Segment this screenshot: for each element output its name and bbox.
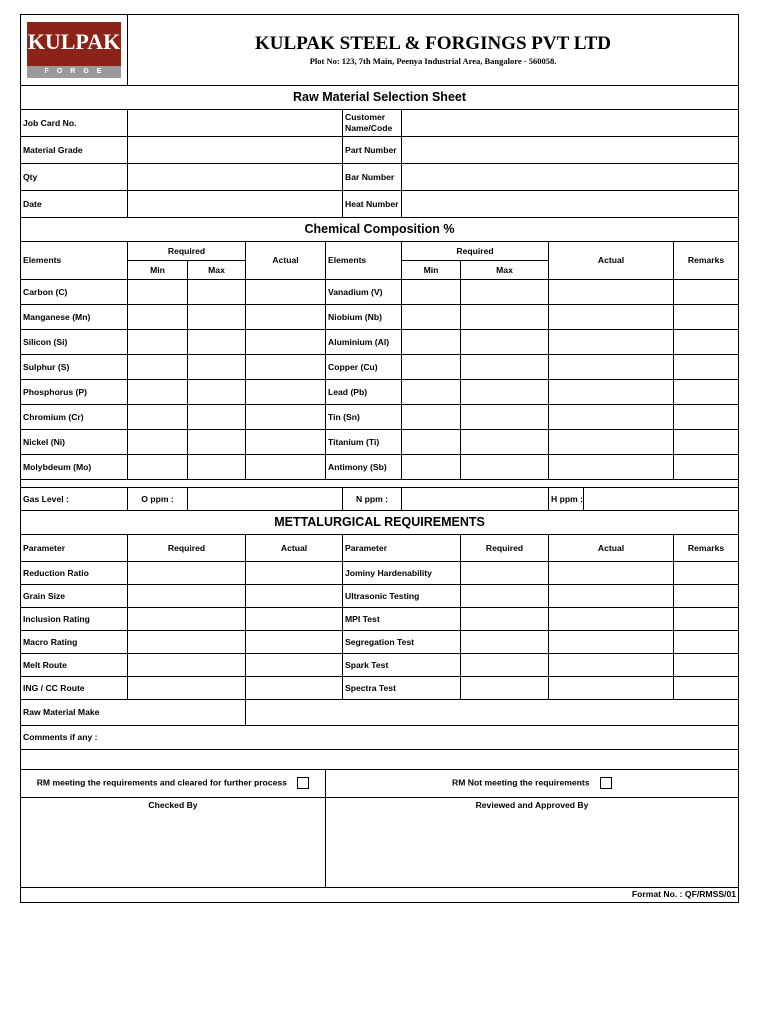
met-actual-header: Actual — [246, 535, 343, 562]
min-cell[interactable] — [128, 455, 188, 480]
chem-row — [21, 430, 739, 455]
max-cell[interactable] — [188, 280, 246, 305]
o-ppm-field[interactable] — [188, 488, 343, 511]
actual-cell[interactable] — [246, 330, 326, 355]
remarks-cell[interactable] — [674, 380, 739, 405]
cleared-option[interactable] — [21, 770, 326, 797]
required-cell[interactable] — [461, 677, 549, 700]
actual-cell[interactable] — [246, 355, 326, 380]
raw-material-make-field[interactable] — [246, 700, 739, 726]
required-cell[interactable] — [461, 631, 549, 654]
actual-cell[interactable] — [246, 430, 326, 455]
element-name: Phosphorus (P) — [21, 380, 128, 405]
remarks-cell[interactable] — [674, 330, 739, 355]
chem-row — [21, 405, 739, 430]
min-cell[interactable] — [128, 330, 188, 355]
max-cell[interactable] — [461, 330, 549, 355]
comments-field[interactable]: Comments if any : — [21, 726, 739, 750]
customer-label: Customer Name/Code — [343, 110, 402, 137]
required-header: Required — [128, 242, 246, 261]
element-name: Tin (Sn) — [326, 405, 402, 430]
min-header-right: Min — [402, 261, 461, 280]
parameter-name: Macro Rating — [21, 631, 128, 654]
chem-row — [21, 280, 739, 305]
parameter-name: Spectra Test — [343, 677, 461, 700]
chem-row — [21, 380, 739, 405]
remarks-cell[interactable] — [674, 562, 739, 585]
actual-cell[interactable] — [549, 654, 674, 677]
required-cell[interactable] — [461, 562, 549, 585]
job-card-field[interactable] — [128, 110, 343, 137]
min-cell[interactable] — [128, 355, 188, 380]
bar-number-label: Bar Number — [343, 164, 402, 191]
required-cell[interactable] — [128, 562, 246, 585]
parameter-name: Inclusion Rating — [21, 608, 128, 631]
element-name: Antimony (Sb) — [326, 455, 402, 480]
parameter-name: Ultrasonic Testing — [343, 585, 461, 608]
part-number-field[interactable] — [402, 137, 739, 164]
min-cell[interactable] — [402, 355, 461, 380]
actual-cell[interactable] — [549, 585, 674, 608]
actual-cell[interactable] — [549, 280, 674, 305]
checked-by-label: Checked By — [148, 799, 198, 810]
actual-cell[interactable] — [246, 654, 343, 677]
met-row — [21, 654, 739, 677]
actual-cell[interactable] — [549, 330, 674, 355]
max-cell[interactable] — [461, 455, 549, 480]
job-card-label: Job Card No. — [21, 110, 128, 137]
actual-cell[interactable] — [246, 631, 343, 654]
actual-cell[interactable] — [246, 677, 343, 700]
met-row — [21, 677, 739, 700]
chem-row — [21, 355, 739, 380]
max-cell[interactable] — [461, 430, 549, 455]
company-logo — [27, 22, 121, 78]
min-cell[interactable] — [128, 430, 188, 455]
actual-cell[interactable] — [549, 608, 674, 631]
logo-cell — [21, 15, 128, 86]
max-cell[interactable] — [188, 355, 246, 380]
actual-cell[interactable] — [246, 380, 326, 405]
parameter-name: Reduction Ratio — [21, 562, 128, 585]
spacer-row — [21, 750, 739, 770]
met-row — [21, 608, 739, 631]
chem-row — [21, 455, 739, 480]
element-name: Carbon (C) — [21, 280, 128, 305]
required-cell[interactable] — [128, 608, 246, 631]
max-header-right: Max — [461, 261, 549, 280]
remarks-cell[interactable] — [674, 677, 739, 700]
actual-cell[interactable] — [549, 355, 674, 380]
raw-material-selection-sheet — [20, 14, 738, 903]
o-ppm-label: O ppm : — [128, 488, 188, 511]
element-name: Titanium (Ti) — [326, 430, 402, 455]
qty-label: Qty — [21, 164, 128, 191]
required-cell[interactable] — [461, 654, 549, 677]
element-name: Aluminium (Al) — [326, 330, 402, 355]
parameter-header-right: Parameter — [343, 535, 461, 562]
remarks-cell[interactable] — [674, 405, 739, 430]
not-meeting-option[interactable] — [326, 770, 739, 797]
remarks-cell[interactable] — [674, 280, 739, 305]
min-cell[interactable] — [128, 380, 188, 405]
raw-material-make-label: Raw Material Make — [21, 700, 246, 726]
actual-cell[interactable] — [246, 608, 343, 631]
parameter-name: Melt Route — [21, 654, 128, 677]
required-cell[interactable] — [461, 608, 549, 631]
actual-cell[interactable] — [549, 677, 674, 700]
sheet-title: Raw Material Selection Sheet — [21, 86, 739, 110]
actual-cell[interactable] — [549, 405, 674, 430]
cleared-label: RM meeting the requirements and cleared for further process — [36, 777, 287, 788]
heat-number-label: Heat Number — [343, 191, 402, 218]
bar-number-field[interactable] — [402, 164, 739, 191]
actual-cell[interactable] — [549, 562, 674, 585]
max-cell[interactable] — [461, 305, 549, 330]
element-name: Vanadium (V) — [326, 280, 402, 305]
n-ppm-label: N ppm : — [343, 488, 402, 511]
actual-cell[interactable] — [549, 380, 674, 405]
met-actual-header-right: Actual — [549, 535, 674, 562]
required-cell[interactable] — [128, 631, 246, 654]
h-ppm-field[interactable] — [584, 488, 739, 511]
required-cell[interactable] — [128, 585, 246, 608]
met-required-header: Required — [128, 535, 246, 562]
remarks-header: Remarks — [674, 242, 739, 280]
actual-cell[interactable] — [246, 455, 326, 480]
parameter-name: Grain Size — [21, 585, 128, 608]
gas-level-label: Gas Level : — [21, 488, 128, 511]
actual-cell[interactable] — [246, 305, 326, 330]
min-cell[interactable] — [402, 330, 461, 355]
spacer-row — [21, 480, 739, 488]
min-cell[interactable] — [128, 280, 188, 305]
remarks-cell[interactable] — [674, 654, 739, 677]
element-name: Sulphur (S) — [21, 355, 128, 380]
remarks-cell[interactable] — [674, 455, 739, 480]
required-cell[interactable] — [128, 654, 246, 677]
required-cell[interactable] — [461, 585, 549, 608]
met-remarks-header: Remarks — [674, 535, 739, 562]
min-cell[interactable] — [402, 380, 461, 405]
h-ppm-label: H ppm : — [549, 488, 584, 511]
parameter-name: Segregation Test — [343, 631, 461, 654]
not-meeting-label: RM Not meeting the requirements — [452, 777, 590, 788]
required-header-right: Required — [402, 242, 549, 261]
remarks-cell[interactable] — [674, 608, 739, 631]
max-cell[interactable] — [188, 330, 246, 355]
part-number-label: Part Number — [343, 137, 402, 164]
min-cell[interactable] — [402, 405, 461, 430]
met-row — [21, 631, 739, 654]
company-heading-cell — [128, 15, 739, 86]
met-row — [21, 585, 739, 608]
customer-field[interactable] — [402, 110, 739, 137]
element-name: Chromium (Cr) — [21, 405, 128, 430]
form-table — [20, 14, 739, 770]
met-required-header-right: Required — [461, 535, 549, 562]
element-name: Molybdeum (Mo) — [21, 455, 128, 480]
parameter-name: ING / CC Route — [21, 677, 128, 700]
company-name: KULPAK STEEL & FORGINGS PVT LTD — [255, 33, 612, 54]
date-field[interactable] — [128, 191, 343, 218]
chem-row — [21, 330, 739, 355]
actual-cell[interactable] — [246, 562, 343, 585]
checked-by-box[interactable] — [21, 797, 326, 887]
remarks-cell[interactable] — [674, 430, 739, 455]
max-cell[interactable] — [461, 380, 549, 405]
actual-header: Actual — [246, 242, 326, 280]
company-address: Plot No: 123, 7th Main, Peenya Industrial Area, Bangalore - 560058. — [309, 56, 557, 66]
actual-cell[interactable] — [246, 280, 326, 305]
actual-cell[interactable] — [246, 585, 343, 608]
parameter-header: Parameter — [21, 535, 128, 562]
material-grade-label: Material Grade — [21, 137, 128, 164]
date-label: Date — [21, 191, 128, 218]
logo-subtext: FORGE — [27, 66, 121, 78]
chem-title: Chemical Composition % — [21, 218, 739, 242]
element-name: Niobium (Nb) — [326, 305, 402, 330]
parameter-name: Jominy Hardenability — [343, 562, 461, 585]
max-header: Max — [188, 261, 246, 280]
required-cell[interactable] — [128, 677, 246, 700]
qty-field[interactable] — [128, 164, 343, 191]
min-cell[interactable] — [128, 405, 188, 430]
elements-header: Elements — [21, 242, 128, 280]
min-cell[interactable] — [402, 280, 461, 305]
element-name: Manganese (Mn) — [21, 305, 128, 330]
max-cell[interactable] — [188, 430, 246, 455]
min-cell[interactable] — [402, 305, 461, 330]
min-cell[interactable] — [402, 455, 461, 480]
parameter-name: Spark Test — [343, 654, 461, 677]
met-row — [21, 562, 739, 585]
actual-cell[interactable] — [549, 305, 674, 330]
max-cell[interactable] — [188, 455, 246, 480]
n-ppm-field[interactable] — [402, 488, 549, 511]
elements-header-right: Elements — [326, 242, 402, 280]
max-cell[interactable] — [188, 405, 246, 430]
remarks-cell[interactable] — [674, 585, 739, 608]
element-name: Silicon (Si) — [21, 330, 128, 355]
min-header: Min — [128, 261, 188, 280]
actual-cell[interactable] — [549, 430, 674, 455]
max-cell[interactable] — [188, 305, 246, 330]
approval-table — [20, 770, 739, 903]
chem-row — [21, 305, 739, 330]
max-cell[interactable] — [461, 280, 549, 305]
actual-cell[interactable] — [549, 631, 674, 654]
actual-cell[interactable] — [549, 455, 674, 480]
not-meeting-checkbox[interactable] — [600, 777, 612, 789]
remarks-cell[interactable] — [674, 631, 739, 654]
material-grade-field[interactable] — [128, 137, 343, 164]
approved-by-label: Reviewed and Approved By — [475, 799, 589, 810]
heat-number-field[interactable] — [402, 191, 739, 218]
logo-text: KULPAK — [27, 29, 121, 54]
met-title: METTALURGICAL REQUIREMENTS — [21, 511, 739, 535]
format-number: Format No. : QF/RMSS/01 — [21, 887, 739, 902]
max-cell[interactable] — [461, 405, 549, 430]
actual-cell[interactable] — [246, 405, 326, 430]
parameter-name: MPI Test — [343, 608, 461, 631]
element-name: Copper (Cu) — [326, 355, 402, 380]
remarks-cell[interactable] — [674, 355, 739, 380]
element-name: Lead (Pb) — [326, 380, 402, 405]
element-name: Nickel (Ni) — [21, 430, 128, 455]
actual-header-right: Actual — [549, 242, 674, 280]
cleared-checkbox[interactable] — [297, 777, 309, 789]
approved-by-box[interactable] — [326, 797, 739, 887]
max-cell[interactable] — [461, 355, 549, 380]
max-cell[interactable] — [188, 380, 246, 405]
min-cell[interactable] — [128, 305, 188, 330]
min-cell[interactable] — [402, 430, 461, 455]
remarks-cell[interactable] — [674, 305, 739, 330]
